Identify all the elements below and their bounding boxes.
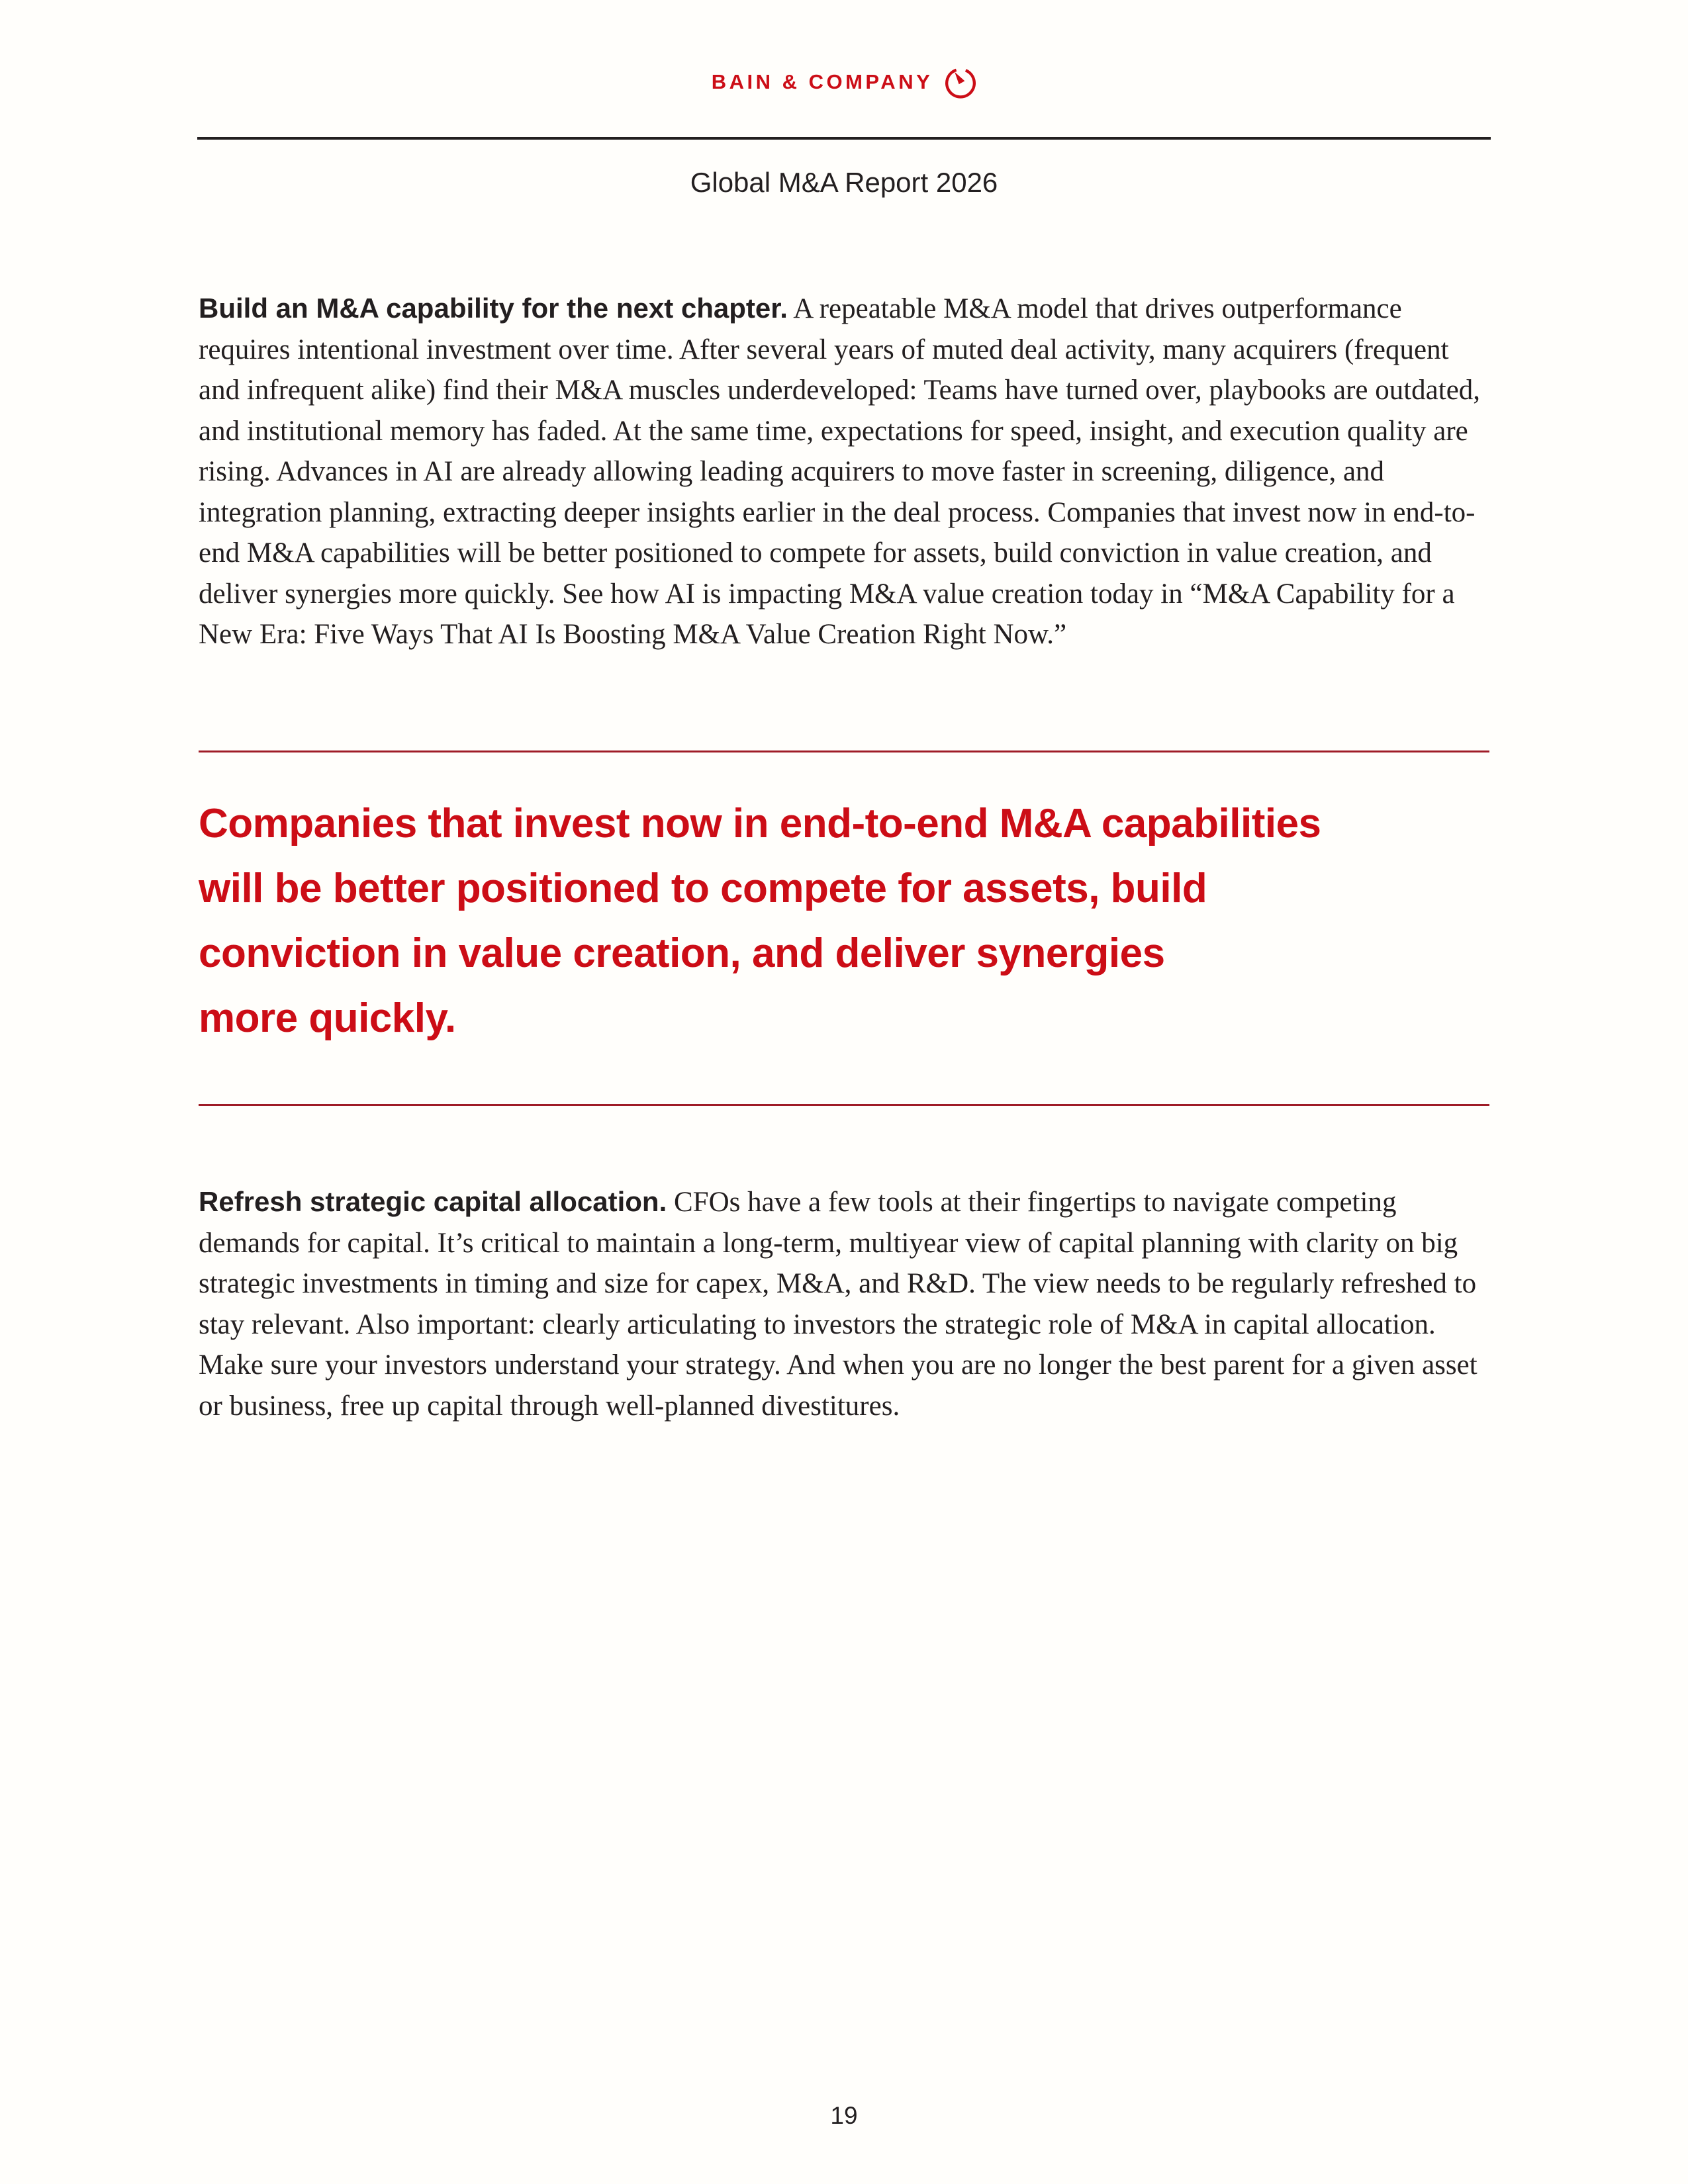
compass-needle-icon — [945, 65, 976, 99]
pull-quote-bottom-rule — [199, 1104, 1489, 1106]
report-header — [0, 65, 1688, 99]
paragraph-lead-build-ma-capability: Build an M&A capability for the next chapter. — [199, 293, 788, 324]
bain-company-logo-text: BAIN & COMPANY — [711, 70, 933, 93]
paragraph-lead-refresh-capital-allocation: Refresh strategic capital allocation. — [199, 1186, 667, 1217]
header-divider-rule — [197, 137, 1491, 140]
pull-quote-line: conviction in value creation, and deliver synergies — [199, 931, 1165, 976]
pull-quote-line: will be better positioned to compete for assets, build — [199, 866, 1207, 911]
pull-quote — [199, 792, 1589, 1051]
paragraph-body-refresh-capital-allocation: CFOs have a few tools at their fingertips to navigate competing demands for capital. It’s critical to maintain a long-term, multiyear view of capital planning with clarity on big strategic investments in timing and size for capex, M&A, and R&D. The view needs to be regularly refreshed to stay relevant. Also important: clearly articulating to investors the strategic role of M&A in capital allocation. Make sure your investors understand your strategy. And when you are no longer the best parent for a given asset or business, free up capital through well-planned divestitures. — [199, 1187, 1477, 1422]
report-title: Global M&A Report 2026 — [690, 167, 998, 198]
pull-quote-top-rule — [199, 751, 1489, 752]
page-number: 19 — [830, 2102, 858, 2129]
pull-quote-line: Companies that invest now in end-to-end M&A capabilities — [199, 801, 1321, 846]
pull-quote-line: more quickly. — [199, 995, 456, 1041]
paragraph-refresh-capital-allocation — [199, 1181, 1493, 1426]
paragraph-body-build-ma-capability: A repeatable M&A model that drives outperformance requires intentional investment over time. After several years of muted deal activity, many acquirers (frequent and infrequent alike) find their M&A muscles underdeveloped: Teams have turned over, playbooks are outdated, and institutional memory has faded. At the same time, expectations for speed, insight, and execution quality are rising. Advances in AI are already allowing leading acquirers to move faster in screening, diligence, and integration planning, extracting deeper insights earlier in the deal process. Companies that invest now in end-to-end M&A capabilities will be better positioned to compete for assets, build conviction in value creation, and deliver synergies more quickly. See how AI is impacting M&A value creation today in “M&A Capability for a New Era: Five Ways That AI Is Boosting M&A Value Creation Right Now.” — [199, 293, 1481, 650]
paragraph-build-ma-capability — [199, 288, 1493, 655]
